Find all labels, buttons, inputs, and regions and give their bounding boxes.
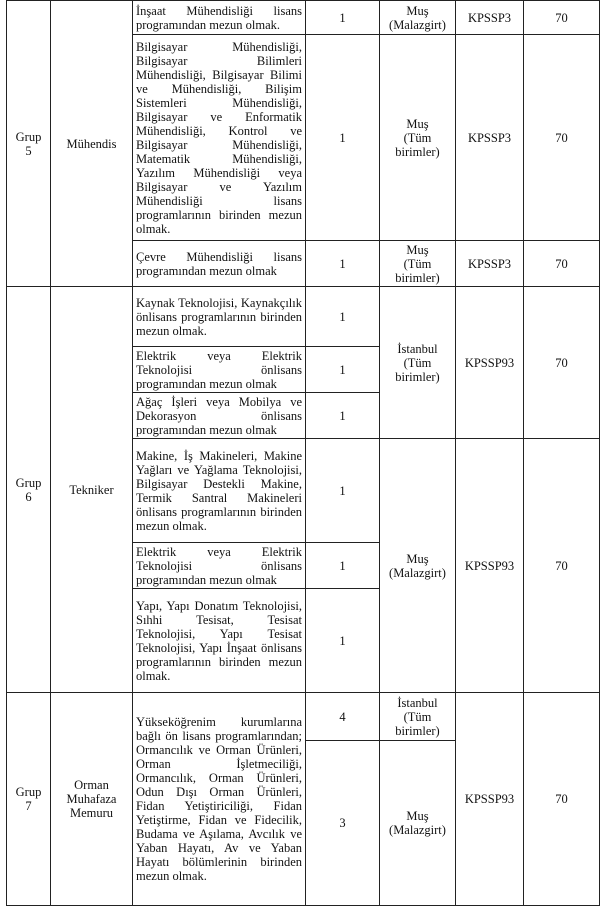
location-cell: Muş (Tüm birimler) [380, 35, 456, 241]
qualification-cell: Çevre Mühendisliği lisans programından mezun olmak [133, 241, 306, 287]
qualification-cell: Ağaç İşleri veya Mobilya ve Dekorasyon önlisans programından mezun olmak [133, 393, 306, 439]
location-cell: İstanbul (Tüm birimler) [380, 287, 456, 439]
title-cell: Orman Muhafaza Memuru [51, 693, 133, 906]
group-cell: Grup 5 [7, 1, 51, 287]
location-cell: Muş (Tüm birimler) [380, 241, 456, 287]
position-table [6, 0, 600, 906]
qualification-cell: Elektrik veya Elektrik Teknolojisi önlisans programından mezun olmak [133, 347, 306, 393]
count-cell: 1 [306, 287, 380, 347]
group-cell: Grup 6 [7, 287, 51, 693]
score-cell: 70 [524, 241, 600, 287]
count-cell: 1 [306, 1, 380, 35]
qualification-cell: Yapı, Yapı Donatım Teknolojisi, Sıhhi Tesisat, Tesisat Teknolojisi, Yapı Tesisat Teknolojisi, Yapı İnşaat önlisans programlarının birinden mezun olmak. [133, 589, 306, 693]
location-cell: Muş (Malazgirt) [380, 741, 456, 906]
exam-cell: KPSSP3 [456, 35, 524, 241]
count-cell: 1 [306, 347, 380, 393]
group-cell: Grup 7 [7, 693, 51, 906]
score-cell: 70 [524, 1, 600, 35]
location-cell: Muş (Malazgirt) [380, 439, 456, 693]
exam-cell: KPSSP93 [456, 439, 524, 693]
table-row [7, 287, 600, 347]
qualification-cell: Yükseköğrenim kurumlarına bağlı ön lisans programlarından; Ormancılık ve Orman Ürünleri, Orman İşletmeciliği, Ormancılık, Orman Ürünleri, Odun Dışı Orman Ürünleri, Fidan Yetiştiriciliği, Fidan Yetiştirme, Fidan ve Fidecilik, Budama ve Aşılama, Avcılık ve Yaban Hayatı, Av ve Yaban Hayatı bölümlerinin birinden mezun olmak. [133, 693, 306, 906]
exam-cell: KPSSP3 [456, 241, 524, 287]
count-cell: 4 [306, 693, 380, 741]
score-cell: 70 [524, 439, 600, 693]
table-row [7, 693, 600, 741]
count-cell: 1 [306, 35, 380, 241]
score-cell: 70 [524, 693, 600, 906]
count-cell: 1 [306, 543, 380, 589]
exam-cell: KPSSP3 [456, 1, 524, 35]
title-cell: Mühendis [51, 1, 133, 287]
count-cell: 3 [306, 741, 380, 906]
count-cell: 1 [306, 439, 380, 543]
title-cell: Tekniker [51, 287, 133, 693]
score-cell: 70 [524, 287, 600, 439]
score-cell: 70 [524, 35, 600, 241]
count-cell: 1 [306, 241, 380, 287]
exam-cell: KPSSP93 [456, 287, 524, 439]
table-row [7, 1, 600, 35]
qualification-cell: İnşaat Mühendisliği lisans programından mezun olmak. [133, 1, 306, 35]
location-cell: Muş (Malazgirt) [380, 1, 456, 35]
exam-cell: KPSSP93 [456, 693, 524, 906]
location-cell: İstanbul (Tüm birimler) [380, 693, 456, 741]
count-cell: 1 [306, 393, 380, 439]
qualification-cell: Elektrik veya Elektrik Teknolojisi önlisans programından mezun olmak [133, 543, 306, 589]
qualification-cell: Makine, İş Makineleri, Makine Yağları ve Yağlama Teknolojisi, Bilgisayar Destekli Makine, Termik Santral Makineleri önlisans programlarının birinden mezun olmak. [133, 439, 306, 543]
qualification-cell: Kaynak Teknolojisi, Kaynakçılık önlisans programlarının birinden mezun olmak. [133, 287, 306, 347]
count-cell: 1 [306, 589, 380, 693]
qualification-cell: Bilgisayar Mühendisliği, Bilgisayar Bilimleri Mühendisliği, Bilgisayar Bilimi ve Mühendisliği, Bilişim Sistemleri Mühendisliği, Bilgisayar ve Enformatik Mühendisliği, Kontrol ve Bilgisayar Mühendisliği, Matematik Mühendisliği, Yazılım Mühendisliği veya Bilgisayar ve Yazılım Mühendisliği lisans programlarının birinden mezun olmak. [133, 35, 306, 241]
